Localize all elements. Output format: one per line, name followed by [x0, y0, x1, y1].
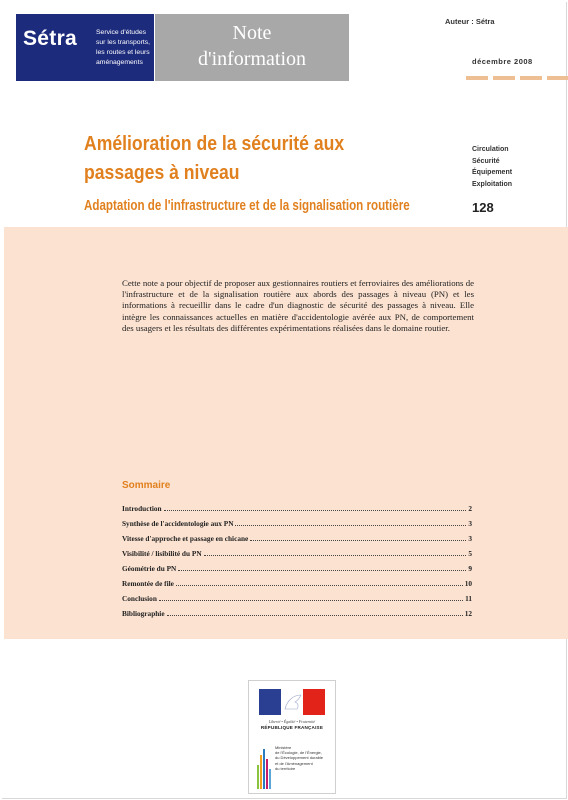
- toc-label: Bibliographie: [122, 609, 165, 618]
- document-title: [84, 130, 401, 188]
- ministry-color-bars-icon: [257, 745, 273, 789]
- logo-subtitle-line: sur les transports,: [96, 39, 151, 46]
- toc-entry[interactable]: [122, 588, 472, 603]
- setra-logo: [16, 14, 154, 81]
- toc-page: 11: [465, 594, 472, 603]
- logo-subtitle: [96, 28, 156, 68]
- note-type-line: d'information: [197, 48, 307, 70]
- toc-page: 3: [468, 534, 472, 543]
- toc-leader: [250, 539, 466, 541]
- note-type-title: [155, 20, 349, 72]
- publication-date: décembre 2008: [472, 57, 533, 66]
- toc-page: 12: [464, 609, 472, 618]
- author-label: Auteur : Sétra: [445, 17, 495, 26]
- logo-name: Sétra: [23, 27, 78, 50]
- toc-leader: [164, 509, 467, 511]
- document-page: [2, 2, 567, 799]
- topic-list: [472, 144, 512, 190]
- republic-motto: Liberté • Égalité • Fraternité: [268, 719, 316, 724]
- toc-leader: [178, 569, 466, 571]
- toc-label: Remontée de file: [122, 579, 174, 588]
- note-number: 128: [472, 200, 494, 215]
- toc-leader: [167, 614, 463, 616]
- topic-item: Équipement: [472, 169, 513, 176]
- toc-entry[interactable]: [122, 498, 472, 513]
- topic-item: Sécurité: [472, 157, 500, 165]
- topic-item: Circulation: [472, 146, 509, 153]
- summary-panel: [4, 227, 568, 639]
- toc-label: Synthèse de l'accidentologie aux PN: [122, 519, 234, 528]
- republic-label: RÉPUBLIQUE FRANÇAISE: [260, 725, 324, 730]
- toc-label: Géométrie du PN: [122, 564, 177, 573]
- toc-entry[interactable]: [122, 528, 472, 543]
- toc-label: Visibilité / lisibilité du PN: [122, 549, 202, 558]
- note-type-block: [155, 14, 349, 81]
- toc-entry[interactable]: [122, 573, 472, 588]
- marianne-flag-icon: [259, 689, 325, 715]
- decorative-dashes: [466, 76, 568, 81]
- toc-label: Vitesse d'approche et passage en chicane: [122, 534, 249, 543]
- toc-label: Conclusion: [122, 594, 157, 603]
- toc-page: 2: [468, 504, 472, 513]
- ministry-line: et de l'Aménagement: [275, 760, 313, 766]
- logo-subtitle-line: les routes et leurs: [96, 49, 150, 56]
- toc-entry[interactable]: [122, 558, 472, 573]
- logo-subtitle-line: Service d'études: [96, 29, 147, 36]
- ministry-name: [275, 745, 333, 771]
- title-line: passages à niveau: [84, 162, 240, 184]
- ministry-line: Ministère: [275, 745, 292, 750]
- toc-label: Introduction: [122, 504, 162, 513]
- table-of-contents: [122, 498, 472, 618]
- sommaire-heading: Sommaire: [122, 480, 171, 491]
- toc-leader: [159, 599, 463, 601]
- document-subtitle: Adaptation de l'infrastructure et de la signalisation routière: [84, 198, 410, 214]
- logo-subtitle-line: aménagements: [96, 59, 143, 66]
- topic-item: Exploitation: [472, 180, 513, 188]
- toc-page: 10: [464, 579, 472, 588]
- note-type-line: Note: [232, 22, 272, 44]
- ministry-line: du territoire: [275, 765, 296, 771]
- toc-entry[interactable]: [122, 603, 472, 618]
- toc-entry[interactable]: [122, 513, 472, 528]
- toc-leader: [235, 524, 466, 526]
- toc-leader: [176, 584, 463, 586]
- toc-page: 5: [468, 549, 472, 558]
- title-line: Amélioration de la sécurité aux: [84, 133, 345, 155]
- toc-entry[interactable]: [122, 543, 472, 558]
- toc-page: 3: [468, 519, 472, 528]
- intro-paragraph: Cette note a pour objectif de proposer aux gestionnaires routiers et ferroviaires des améliorations de l'infrastructure et de la signalisation routière aux abords des passages à niveau (PN) et les informations à recueillir dans le cadre d'un diagnostic de sécurité des passages à niveau. Elle intègre les connaissances actuelles en matière d'accidentologie avérée aux PN, de comportement des usagers et les résultats des différentes expérimentations réalisées dans le domaine routier.: [122, 278, 474, 333]
- ministry-line: du Développement durable: [275, 755, 324, 761]
- government-logo: [248, 680, 336, 794]
- toc-page: 9: [468, 564, 472, 573]
- ministry-line: de l'Écologie, de l'Énergie,: [275, 750, 322, 756]
- toc-leader: [204, 554, 467, 556]
